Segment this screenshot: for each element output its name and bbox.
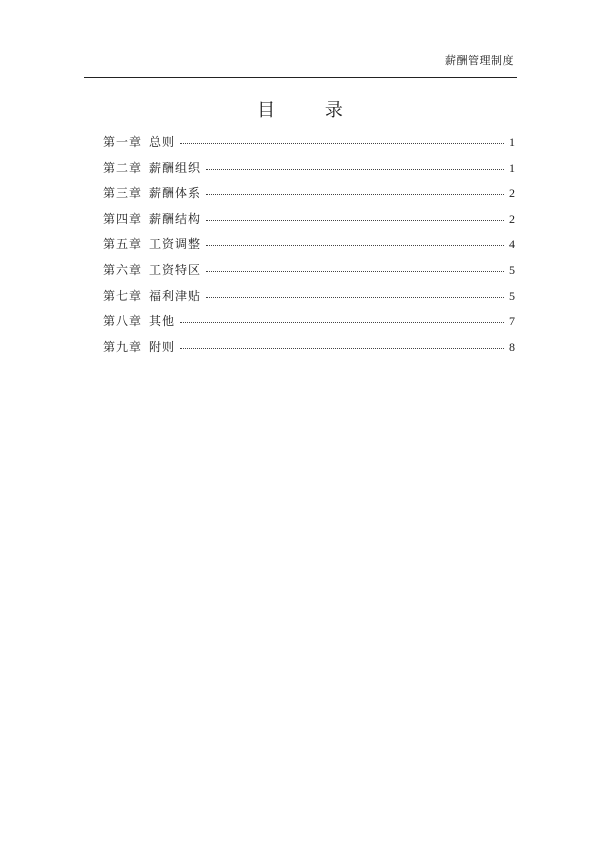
toc-entry-9[interactable] (103, 338, 515, 364)
toc-dot-leader (206, 160, 504, 172)
toc-chapter-number: 第五章 (103, 237, 143, 252)
toc-dot-leader (206, 288, 504, 300)
toc-entry-2[interactable] (103, 159, 515, 185)
header-divider (84, 77, 517, 78)
running-header-title: 薪酬管理制度 (445, 54, 514, 67)
toc-page-number: 2 (509, 186, 515, 201)
toc-page-number: 2 (509, 211, 515, 226)
toc-chapter-title: 薪酬结构 (149, 211, 202, 226)
toc-dot-leader (180, 339, 504, 351)
toc-entry-1[interactable] (103, 133, 515, 159)
toc-chapter-number: 第四章 (103, 211, 143, 226)
toc-dot-leader (206, 236, 504, 248)
toc-entry-3[interactable] (103, 184, 515, 210)
toc-chapter-title: 总则 (149, 135, 176, 149)
toc-page-number: 1 (509, 160, 515, 175)
toc-entry-6[interactable] (103, 261, 515, 287)
toc-chapter-number: 第七章 (103, 288, 143, 303)
toc-dot-leader (206, 262, 504, 274)
toc-chapter-number: 第六章 (103, 262, 143, 277)
toc-dot-leader (180, 134, 504, 146)
toc-entry-8[interactable] (103, 312, 515, 338)
toc-chapter-number: 第九章 (103, 339, 143, 354)
toc-chapter-number: 第三章 (103, 186, 143, 201)
toc-page-number: 5 (509, 262, 515, 277)
toc-chapter-title: 福利津贴 (149, 288, 202, 303)
toc-dot-leader (180, 313, 504, 325)
toc-page-number: 5 (509, 288, 515, 303)
toc-chapter-title: 薪酬体系 (149, 186, 202, 201)
toc-chapter-title: 其他 (149, 314, 176, 329)
toc-dot-leader (206, 211, 504, 223)
toc-chapter-number: 第二章 (103, 160, 143, 175)
toc-list (103, 133, 515, 363)
toc-chapter-title: 工资特区 (149, 262, 202, 277)
toc-page-number: 8 (509, 339, 515, 354)
toc-dot-leader (206, 185, 504, 197)
toc-chapter-number: 第一章 (103, 135, 143, 149)
toc-entry-7[interactable] (103, 287, 515, 313)
toc-chapter-title: 薪酬组织 (149, 160, 202, 175)
toc-chapter-title: 工资调整 (149, 237, 202, 252)
toc-chapter-number: 第八章 (103, 314, 143, 329)
toc-chapter-title: 附则 (149, 339, 176, 354)
toc-page-number: 1 (509, 135, 515, 149)
toc-title: 目 录 (257, 100, 365, 121)
toc-page-number: 7 (509, 314, 515, 329)
toc-page-number: 4 (509, 237, 515, 252)
toc-entry-5[interactable] (103, 235, 515, 261)
toc-entry-4[interactable] (103, 210, 515, 236)
